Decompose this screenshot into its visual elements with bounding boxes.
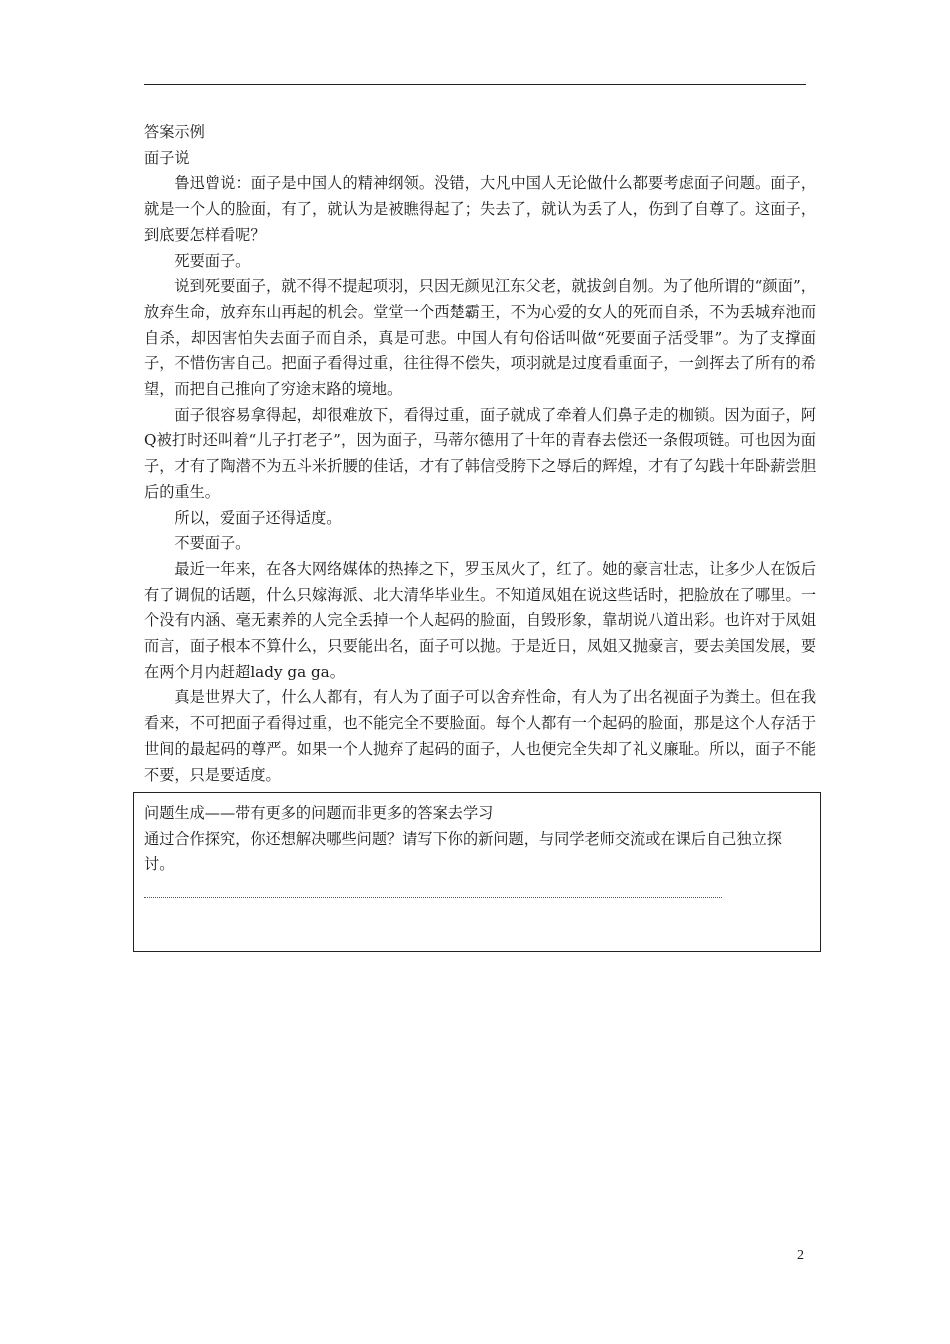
essay-paragraph: 死要面子。 <box>174 251 251 270</box>
essay-paragraph: 面子很容易拿得起，却很难放下，看得过重，面子就成了牵着人们鼻子走的枷锁。因为面子，阿Q被打时还叫着“儿子打老子”，因为面子，马蒂尔德用了十年的青春去偿还一条假项链。可也因为面子，才有了陶潜不为五斗米折腰的佳话，才有了韩信受胯下之辱后的辉煌，才有了勾践十年卧薪尝胆后的重生。 <box>144 405 816 501</box>
answer-writing-line[interactable] <box>144 897 722 898</box>
essay-paragraph: 鲁迅曾说：面子是中国人的精神纲领。没错，大凡中国人无论做什么都要考虑面子问题。面子，就是一个人的脸面，有了，就认为是被瞧得起了；失去了，就认为丢了人，伤到了自尊了。这面子，到底要怎样看呢？ <box>144 174 816 244</box>
section-label: 答案示例 <box>144 123 205 141</box>
question-box-heading: 问题生成——带有更多的问题而非更多的答案去学习 <box>144 804 494 822</box>
question-box-prompt: 通过合作探究，你还想解决哪些问题？请写下你的新问题，与同学老师交流或在课后自己独立探讨。 <box>144 829 782 874</box>
page-number: 2 <box>797 1248 804 1263</box>
essay-paragraph: 最近一年来，在各大网络媒体的热捧之下，罗玉凤火了，红了。她的豪言壮志，让多少人在饭后有了调侃的话题，什么只嫁海派、北大清华毕业生。不知道凤姐在说这些话时，把脸放在了哪里。一个没有内涵、毫无素养的人完全丢掉一个人起码的脸面，自毁形象，靠胡说八道出彩。也许对于凤姐而言，面子根本不算什么，只要能出名，面子可以抛。于是近日，凤姐又抛豪言，要去美国发展，要在两个月内赶超lady ga ga。 <box>144 559 816 681</box>
essay-paragraph: 真是世界大了，什么人都有，有人为了面子可以舍弃性命，有人为了出名视面子为粪土。但在我看来，不可把面子看得过重，也不能完全不要脸面。每个人都有一个起码的脸面，那是这个人存活于世间的最起码的尊严。如果一个人抛弃了起码的面子，人也便完全失却了礼义廉耻。所以，面子不能不要，只是要适度。 <box>144 688 816 784</box>
answer-example-section <box>144 120 816 788</box>
essay-paragraph: 不要面子。 <box>174 534 251 553</box>
essay-paragraph: 说到死要面子，就不得不提起项羽，只因无颜见江东父老，就拔剑自刎。为了他所谓的“颜面”，放弃生命，放弃东山再起的机会。堂堂一个西楚霸王，不为心爱的女人的死而自杀，不为丢城弃池而自杀，却因害怕失去面子而自杀，真是可悲。中国人有句俗话叫做“死要面子活受罪”。为了支撑面子，不惜伤害自己。把面子看得过重，往往得不偿失，项羽就是过度看重面子，一剑挥去了所有的希望，而把自己推向了穷途末路的境地。 <box>144 277 816 399</box>
question-generation-box <box>133 792 821 952</box>
header-rule <box>144 84 806 85</box>
essay-title: 面子说 <box>144 148 190 167</box>
essay-paragraph: 所以，爱面子还得适度。 <box>174 508 342 527</box>
